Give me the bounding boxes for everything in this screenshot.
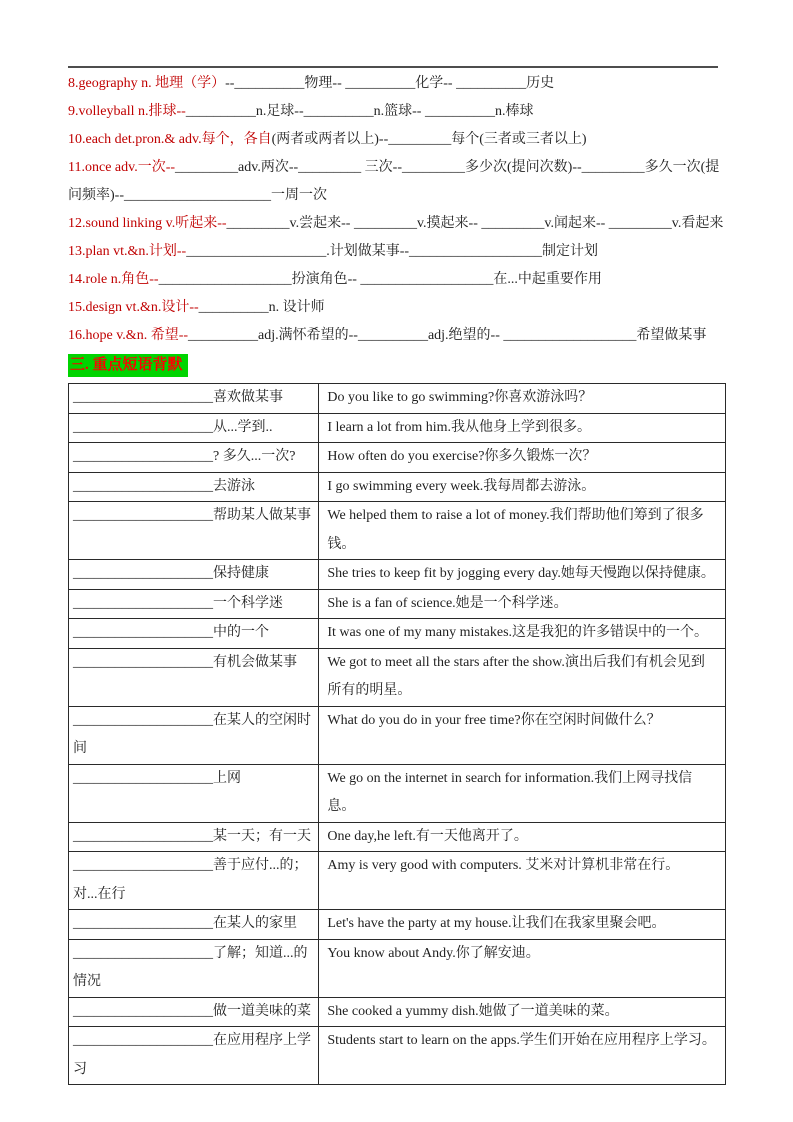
- example-cell: Do you like to go swimming?你喜欢游泳吗？: [319, 384, 726, 414]
- vocab-line-14: [68, 266, 726, 294]
- example-cell: You know about Andy.你了解安迪。: [319, 939, 726, 997]
- vocab-blanks: (两者或两者以上)--_________每个(三者或三者以上): [271, 132, 587, 147]
- horizontal-rule: [68, 66, 718, 68]
- phrase-cell: ____________________去游泳: [69, 472, 319, 502]
- vocab-term: 9.volleyball n.排球--: [68, 104, 186, 119]
- example-cell: She is a fan of science.她是一个科学迷。: [319, 589, 726, 619]
- phrase-row: [69, 764, 726, 822]
- phrase-table: [68, 383, 726, 1085]
- vocab-line-15: [68, 294, 726, 322]
- phrase-cell: ____________________有机会做某事: [69, 648, 319, 706]
- phrase-row: [69, 1027, 726, 1085]
- vocab-term: 10.each det.pron.& adv.每个，各自: [68, 132, 272, 147]
- example-cell: We helped them to raise a lot of money.我们帮助他们筹到了很多钱。: [319, 502, 726, 560]
- phrase-row: [69, 472, 726, 502]
- phrase-cell: ____________________帮助某人做某事: [69, 502, 319, 560]
- phrase-row: [69, 852, 726, 910]
- vocab-blanks: ___________________扮演角色-- ___________________在...中起重要作用: [158, 272, 602, 287]
- example-cell: Let's have the party at my house.让我们在我家里聚会吧。: [319, 910, 726, 940]
- phrase-cell: ____________________从...学到..: [69, 413, 319, 443]
- section-header: [68, 353, 726, 377]
- vocab-section: [68, 70, 726, 350]
- phrase-cell: ____________________在某人的空闲时间: [69, 706, 319, 764]
- vocab-line-12: [68, 210, 726, 238]
- phrase-row: [69, 706, 726, 764]
- vocab-term: 16.hope v.&n. 希望--: [68, 328, 189, 343]
- vocab-term: 14.role n.角色--: [68, 272, 159, 287]
- page-content: [68, 66, 726, 1085]
- phrase-cell: ____________________做一道美味的菜: [69, 997, 319, 1027]
- phrase-cell: ____________________了解；知道...的情况: [69, 939, 319, 997]
- example-cell: Students start to learn on the apps.学生们开始在应用程序上学习。: [319, 1027, 726, 1085]
- vocab-term: 8.geography n. 地理（学）: [68, 76, 226, 91]
- vocab-blanks: _________adv.两次--_________ 三次--_________多少次(提问次数)--_________多久一次(提问频率)--_____________________一周一次: [68, 160, 720, 203]
- vocab-blanks: _________v.尝起来-- _________v.摸起来-- _________v.闻起来-- _________v.看起来: [226, 216, 724, 231]
- phrase-row: [69, 910, 726, 940]
- phrase-row: [69, 939, 726, 997]
- phrase-row: [69, 413, 726, 443]
- example-cell: She tries to keep fit by jogging every day.她每天慢跑以保持健康。: [319, 560, 726, 590]
- phrase-cell: ____________________在应用程序上学习: [69, 1027, 319, 1085]
- phrase-cell: ____________________? 多久...一次?: [69, 443, 319, 473]
- vocab-blanks: ____________________.计划做某事--___________________制定计划: [186, 244, 599, 259]
- phrase-row: [69, 619, 726, 649]
- phrase-cell: ____________________保持健康: [69, 560, 319, 590]
- vocab-line-10: [68, 126, 726, 154]
- phrase-row: [69, 997, 726, 1027]
- example-cell: She cooked a yummy dish.她做了一道美味的菜。: [319, 997, 726, 1027]
- phrase-cell: ____________________善于应付...的；对...在行: [69, 852, 319, 910]
- section-header-label: 三. 重点短语背默: [68, 354, 188, 377]
- vocab-blanks: __________adj.满怀希望的--__________adj.绝望的-- ___________________希望做某事: [188, 328, 707, 343]
- vocab-blanks: __________n.足球--__________n.篮球-- __________n.棒球: [185, 104, 534, 119]
- example-cell: We go on the internet in search for information.我们上网寻找信息。: [319, 764, 726, 822]
- vocab-term: 13.plan vt.&n.计划--: [68, 244, 187, 259]
- example-cell: It was one of my many mistakes.这是我犯的许多错误中的一个。: [319, 619, 726, 649]
- example-cell: What do you do in your free time?你在空闲时间做什么？: [319, 706, 726, 764]
- vocab-line-11: [68, 154, 726, 210]
- example-cell: One day,he left.有一天他离开了。: [319, 822, 726, 852]
- example-cell: I learn a lot from him.我从他身上学到很多。: [319, 413, 726, 443]
- vocab-line-8: [68, 70, 726, 98]
- vocab-line-16: [68, 322, 726, 350]
- phrase-cell: ____________________中的一个: [69, 619, 319, 649]
- vocab-blanks: __________n. 设计师: [198, 300, 325, 315]
- example-cell: We got to meet all the stars after the show.演出后我们有机会见到所有的明星。: [319, 648, 726, 706]
- phrase-cell: ____________________一个科学迷: [69, 589, 319, 619]
- phrase-row: [69, 502, 726, 560]
- vocab-term: 12.sound linking v.听起来--: [68, 216, 227, 231]
- phrase-cell: ____________________上网: [69, 764, 319, 822]
- phrase-cell: ____________________喜欢做某事: [69, 384, 319, 414]
- example-cell: Amy is very good with computers. 艾米对计算机非常在行。: [319, 852, 726, 910]
- phrase-row: [69, 560, 726, 590]
- vocab-term: 15.design vt.&n.设计--: [68, 300, 199, 315]
- phrase-row: [69, 822, 726, 852]
- phrase-cell: ____________________某一天；有一天: [69, 822, 319, 852]
- phrase-row: [69, 443, 726, 473]
- phrase-cell: ____________________在某人的家里: [69, 910, 319, 940]
- phrase-row: [69, 589, 726, 619]
- vocab-line-9: [68, 98, 726, 126]
- example-cell: I go swimming every week.我每周都去游泳。: [319, 472, 726, 502]
- vocab-blanks: --__________物理-- __________化学-- __________历史: [225, 76, 555, 91]
- vocab-term: 11.once adv.一次--: [68, 160, 176, 175]
- vocab-line-13: [68, 238, 726, 266]
- example-cell: How often do you exercise?你多久锻炼一次？: [319, 443, 726, 473]
- phrase-row: [69, 648, 726, 706]
- phrase-row: [69, 384, 726, 414]
